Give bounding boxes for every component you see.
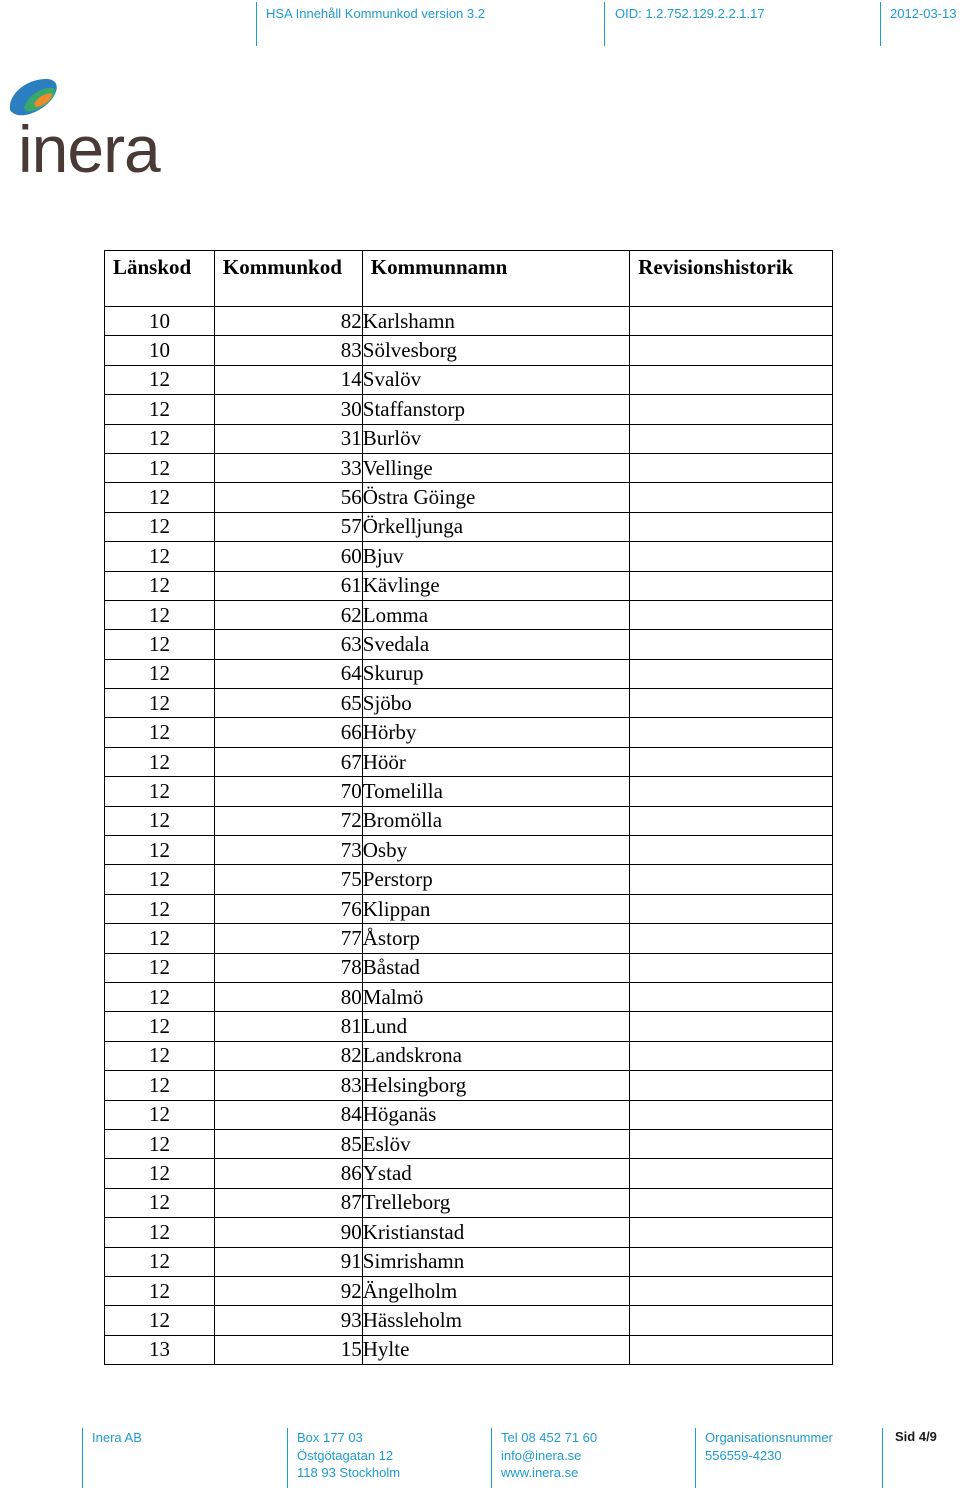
kommunkod-cell: 72 — [214, 806, 362, 835]
kommunkod-cell: 15 — [214, 1335, 362, 1364]
kommunkod-cell: 65 — [214, 689, 362, 718]
lanskod-cell: 12 — [105, 630, 215, 659]
table-row — [105, 630, 833, 659]
website-link[interactable]: www.inera.se — [501, 1465, 579, 1480]
table-row — [105, 424, 833, 453]
table-row — [105, 1276, 833, 1305]
kommunkod-cell: 31 — [214, 424, 362, 453]
table-row — [105, 1012, 833, 1041]
revisionshistorik-cell — [630, 1159, 833, 1188]
kommunnamn-cell: Ystad — [362, 1159, 629, 1188]
lanskod-cell: 12 — [105, 600, 215, 629]
revisionshistorik-cell — [630, 1335, 833, 1364]
lanskod-cell: 12 — [105, 1218, 215, 1247]
lanskod-cell: 12 — [105, 1071, 215, 1100]
footer-divider — [695, 1428, 696, 1488]
table-row — [105, 395, 833, 424]
table-row — [105, 836, 833, 865]
revisionshistorik-cell — [630, 1218, 833, 1247]
lanskod-cell: 12 — [105, 395, 215, 424]
revisionshistorik-cell — [630, 924, 833, 953]
lanskod-cell: 12 — [105, 953, 215, 982]
lanskod-cell: 12 — [105, 836, 215, 865]
table-row — [105, 1247, 833, 1276]
kommunnamn-cell: Landskrona — [362, 1041, 629, 1070]
lanskod-cell: 12 — [105, 1247, 215, 1276]
kommunnamn-cell: Lomma — [362, 600, 629, 629]
table-row — [105, 747, 833, 776]
table-row — [105, 806, 833, 835]
revisionshistorik-cell — [630, 1100, 833, 1129]
kommunkod-cell: 64 — [214, 659, 362, 688]
kommunkod-cell: 14 — [214, 365, 362, 394]
kommunnamn-cell: Osby — [362, 836, 629, 865]
document-oid: OID: 1.2.752.129.2.2.1.17 — [615, 6, 765, 21]
revisionshistorik-cell — [630, 424, 833, 453]
company-name: Inera AB — [92, 1430, 142, 1445]
kommunnamn-cell: Kristianstad — [362, 1218, 629, 1247]
kommunkod-cell: 86 — [214, 1159, 362, 1188]
revisionshistorik-cell — [630, 542, 833, 571]
kommunnamn-cell: Tomelilla — [362, 777, 629, 806]
kommunnamn-cell: Trelleborg — [362, 1188, 629, 1217]
table-row — [105, 718, 833, 747]
kommunnamn-cell: Höör — [362, 747, 629, 776]
table-row — [105, 307, 833, 336]
revisionshistorik-cell — [630, 1071, 833, 1100]
kommunkod-cell: 73 — [214, 836, 362, 865]
table-row — [105, 365, 833, 394]
header-divider — [256, 2, 257, 46]
revisionshistorik-cell — [630, 365, 833, 394]
kommunnamn-cell: Kävlinge — [362, 571, 629, 600]
kommunnamn-cell: Perstorp — [362, 865, 629, 894]
revisionshistorik-cell — [630, 689, 833, 718]
revisionshistorik-cell — [630, 1306, 833, 1335]
kommunnamn-cell: Klippan — [362, 894, 629, 923]
column-header-kommunkod: Kommunkod — [214, 251, 362, 307]
revisionshistorik-cell — [630, 336, 833, 365]
kommunkod-cell: 63 — [214, 630, 362, 659]
lanskod-cell: 12 — [105, 1306, 215, 1335]
revisionshistorik-cell — [630, 571, 833, 600]
header-divider — [604, 2, 605, 46]
kommunnamn-cell: Burlöv — [362, 424, 629, 453]
table-row — [105, 453, 833, 482]
kommunnamn-cell: Östra Göinge — [362, 483, 629, 512]
column-header-lanskod: Länskod — [105, 251, 215, 307]
kommunkod-cell: 83 — [214, 336, 362, 365]
kommunkod-cell: 87 — [214, 1188, 362, 1217]
revisionshistorik-cell — [630, 806, 833, 835]
kommunnamn-cell: Båstad — [362, 953, 629, 982]
kommunkod-cell: 62 — [214, 600, 362, 629]
kommunnamn-cell: Lund — [362, 1012, 629, 1041]
kommunnamn-cell: Hörby — [362, 718, 629, 747]
kommunkod-cell: 81 — [214, 1012, 362, 1041]
revisionshistorik-cell — [630, 718, 833, 747]
lanskod-cell: 10 — [105, 307, 215, 336]
table-row — [105, 1188, 833, 1217]
kommunkod-cell: 82 — [214, 1041, 362, 1070]
kommunnamn-cell: Sölvesborg — [362, 336, 629, 365]
lanskod-cell: 12 — [105, 1188, 215, 1217]
lanskod-cell: 12 — [105, 806, 215, 835]
kommunkod-cell: 80 — [214, 982, 362, 1011]
revisionshistorik-cell — [630, 777, 833, 806]
kommunnamn-cell: Sjöbo — [362, 689, 629, 718]
lanskod-cell: 12 — [105, 689, 215, 718]
footer-company — [92, 1429, 142, 1447]
kommunkod-cell: 66 — [214, 718, 362, 747]
revisionshistorik-cell — [630, 307, 833, 336]
kommunkod-cell: 90 — [214, 1218, 362, 1247]
revisionshistorik-cell — [630, 865, 833, 894]
kommunnamn-cell: Örkelljunga — [362, 512, 629, 541]
table-row — [105, 982, 833, 1011]
table-row — [105, 689, 833, 718]
table-row — [105, 1129, 833, 1158]
table-row — [105, 600, 833, 629]
revisionshistorik-cell — [630, 894, 833, 923]
table-row — [105, 1041, 833, 1070]
footer-divider — [287, 1428, 288, 1488]
kommunnamn-cell: Staffanstorp — [362, 395, 629, 424]
org-number-label: Organisationsnummer — [705, 1430, 833, 1445]
revisionshistorik-cell — [630, 512, 833, 541]
revisionshistorik-cell — [630, 1012, 833, 1041]
table-row — [105, 512, 833, 541]
revisionshistorik-cell — [630, 982, 833, 1011]
lanskod-cell: 12 — [105, 424, 215, 453]
revisionshistorik-cell — [630, 836, 833, 865]
kommunkod-cell: 85 — [214, 1129, 362, 1158]
table-row — [105, 1335, 833, 1364]
table-row — [105, 1159, 833, 1188]
kommunnamn-cell: Hässleholm — [362, 1306, 629, 1335]
lanskod-cell: 12 — [105, 453, 215, 482]
lanskod-cell: 12 — [105, 659, 215, 688]
kommunnamn-cell: Höganäs — [362, 1100, 629, 1129]
lanskod-cell: 10 — [105, 336, 215, 365]
table-row — [105, 953, 833, 982]
lanskod-cell: 12 — [105, 1276, 215, 1305]
lanskod-cell: 12 — [105, 1159, 215, 1188]
lanskod-cell: 12 — [105, 365, 215, 394]
kommunkod-cell: 57 — [214, 512, 362, 541]
revisionshistorik-cell — [630, 1188, 833, 1217]
lanskod-cell: 12 — [105, 718, 215, 747]
kommunnamn-cell: Simrishamn — [362, 1247, 629, 1276]
header-divider — [880, 2, 881, 46]
table-row — [105, 1071, 833, 1100]
kommunnamn-cell: Åstorp — [362, 924, 629, 953]
revisionshistorik-cell — [630, 453, 833, 482]
revisionshistorik-cell — [630, 1247, 833, 1276]
kommunnamn-cell: Svedala — [362, 630, 629, 659]
address-line: 118 93 Stockholm — [297, 1465, 401, 1480]
revisionshistorik-cell — [630, 600, 833, 629]
table-row — [105, 336, 833, 365]
kommunnamn-cell: Malmö — [362, 982, 629, 1011]
org-number-value: 556559-4230 — [705, 1447, 782, 1463]
table-row — [105, 483, 833, 512]
kommunkod-cell: 56 — [214, 483, 362, 512]
lanskod-cell: 12 — [105, 542, 215, 571]
table-header-row — [105, 251, 833, 307]
table-row — [105, 542, 833, 571]
revisionshistorik-cell — [630, 1041, 833, 1070]
footer-org — [705, 1429, 833, 1464]
kommunkod-cell: 70 — [214, 777, 362, 806]
revisionshistorik-cell — [630, 747, 833, 776]
page-number: Sid 4/9 — [895, 1429, 937, 1444]
kommunkod-cell: 83 — [214, 1071, 362, 1100]
footer-divider — [82, 1428, 83, 1488]
kommunkod-cell: 84 — [214, 1100, 362, 1129]
table-row — [105, 571, 833, 600]
kommunkod-cell: 33 — [214, 453, 362, 482]
lanskod-cell: 12 — [105, 1041, 215, 1070]
table-row — [105, 924, 833, 953]
revisionshistorik-cell — [630, 1129, 833, 1158]
lanskod-cell: 12 — [105, 982, 215, 1011]
phone-number: Tel 08 452 71 60 — [501, 1430, 598, 1445]
kommunkod-cell: 76 — [214, 894, 362, 923]
lanskod-cell: 12 — [105, 1100, 215, 1129]
kommunkod-cell: 93 — [214, 1306, 362, 1335]
kommunnamn-cell: Hylte — [362, 1335, 629, 1364]
kommunnamn-cell: Bjuv — [362, 542, 629, 571]
lanskod-cell: 12 — [105, 865, 215, 894]
table-row — [105, 1100, 833, 1129]
table-row — [105, 777, 833, 806]
inera-logo-wordmark: inera — [18, 112, 160, 186]
email-link[interactable]: info@inera.se — [501, 1447, 582, 1463]
kommunnamn-cell: Skurup — [362, 659, 629, 688]
footer-divider — [491, 1428, 492, 1488]
kommunkod-cell: 75 — [214, 865, 362, 894]
kommunkod-cell: 60 — [214, 542, 362, 571]
document-date: 2012-03-13 — [890, 6, 957, 21]
column-header-revisionshistorik: Revisionshistorik — [630, 251, 833, 307]
kommunkod-cell: 82 — [214, 307, 362, 336]
revisionshistorik-cell — [630, 659, 833, 688]
revisionshistorik-cell — [630, 395, 833, 424]
address-line: Box 177 03 — [297, 1430, 363, 1445]
footer-address — [297, 1429, 400, 1482]
lanskod-cell: 12 — [105, 1129, 215, 1158]
lanskod-cell: 12 — [105, 571, 215, 600]
kommunnamn-cell: Bromölla — [362, 806, 629, 835]
revisionshistorik-cell — [630, 1276, 833, 1305]
revisionshistorik-cell — [630, 953, 833, 982]
kommunnamn-cell: Svalöv — [362, 365, 629, 394]
revisionshistorik-cell — [630, 630, 833, 659]
lanskod-cell: 12 — [105, 894, 215, 923]
lanskod-cell: 12 — [105, 483, 215, 512]
revisionshistorik-cell — [630, 483, 833, 512]
kommunnamn-cell: Eslöv — [362, 1129, 629, 1158]
table-row — [105, 865, 833, 894]
lanskod-cell: 12 — [105, 747, 215, 776]
kommunnamn-cell: Ängelholm — [362, 1276, 629, 1305]
table-row — [105, 659, 833, 688]
kommunkod-cell: 78 — [214, 953, 362, 982]
kommunnamn-cell: Helsingborg — [362, 1071, 629, 1100]
lanskod-cell: 12 — [105, 777, 215, 806]
address-line: Östgötagatan 12 — [297, 1447, 394, 1463]
kommunkod-cell: 30 — [214, 395, 362, 424]
table-row — [105, 1306, 833, 1335]
lanskod-cell: 12 — [105, 512, 215, 541]
kommunnamn-cell: Vellinge — [362, 453, 629, 482]
footer-divider — [882, 1428, 883, 1488]
kommunkod-cell: 67 — [214, 747, 362, 776]
kommunkod-cell: 92 — [214, 1276, 362, 1305]
kommunkod-table — [104, 250, 833, 1365]
kommunkod-cell: 91 — [214, 1247, 362, 1276]
column-header-kommunnamn: Kommunnamn — [362, 251, 629, 307]
lanskod-cell: 13 — [105, 1335, 215, 1364]
kommunkod-cell: 77 — [214, 924, 362, 953]
kommunnamn-cell: Karlshamn — [362, 307, 629, 336]
kommunkod-cell: 61 — [214, 571, 362, 600]
lanskod-cell: 12 — [105, 924, 215, 953]
document-title: HSA Innehåll Kommunkod version 3.2 — [266, 6, 485, 21]
table-row — [105, 1218, 833, 1247]
lanskod-cell: 12 — [105, 1012, 215, 1041]
footer-contact — [501, 1429, 597, 1482]
table-row — [105, 894, 833, 923]
